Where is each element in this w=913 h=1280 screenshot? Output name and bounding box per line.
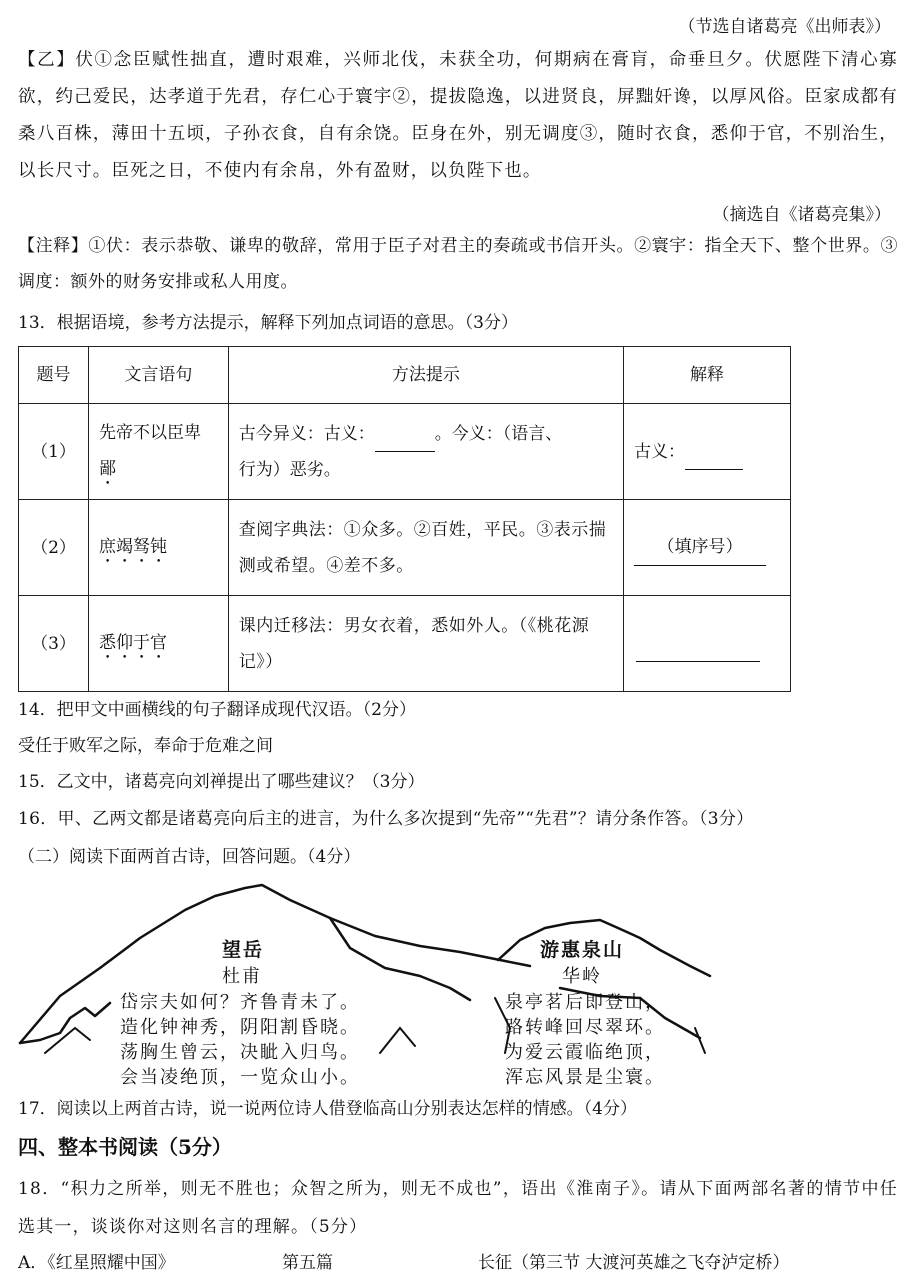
poem-2-line: 泉亭茗后即登山， (505, 992, 665, 1013)
header-hint: 方法提示 (228, 347, 623, 404)
row-sentence (88, 500, 228, 596)
header-answer: 解释 (624, 347, 791, 404)
sentence-text: 悉仰于官 (98, 632, 167, 653)
table-row (19, 404, 791, 500)
row-answer (624, 404, 791, 500)
poem-1-line: 会当凌绝顶，一览众山小。 (120, 1067, 360, 1088)
question-18: 18．“积力之所举，则无不胜也；众智之所为，则无不成也”，语出《淮南子》。请从下面两部名著的情节中任选其一，谈谈你对这则名言的理解。（5分） (18, 1179, 898, 1237)
hint-part: 古今异义：古义： (238, 423, 375, 444)
row-num: （2） (19, 500, 89, 596)
table-header-row (19, 347, 791, 404)
source-citation-2: （摘选自《诸葛亮集》） (712, 205, 891, 225)
row-answer (624, 596, 791, 692)
row-sentence (88, 596, 228, 692)
poem-1-line: 荡胸生曾云，决眦入归鸟。 (120, 1042, 360, 1063)
poem-2-line: 路转峰回尽翠环。 (505, 1017, 665, 1038)
poem-1-title: 望岳 (222, 939, 265, 961)
answer-label: 古义： (634, 441, 685, 462)
sentence-dotted-word: 鄙 (98, 458, 116, 479)
sentence-text: 庶竭驽钝 (98, 536, 167, 557)
question-13: 13．根据语境，参考方法提示，解释下列加点词语的意思。（3分） (18, 313, 518, 333)
question-15: 15．乙文中，诸葛亮向刘禅提出了哪些建议？（3分） (18, 772, 425, 792)
vocab-table (18, 346, 791, 692)
poem-2-line: 浑忘风景是尘寰。 (505, 1067, 665, 1088)
section-2-heading: （二）阅读下面两首古诗，回答问题。（4分） (18, 847, 361, 867)
question-14-sentence: 受任于败军之际，奉命于危难之间 (18, 736, 273, 756)
poem-1-line: 岱宗夫如何？齐鲁青未了。 (120, 992, 360, 1013)
answer-blank[interactable] (685, 447, 743, 470)
row-hint: 查阅字典法：①众多。②百姓，平民。③表示揣测或希望。④差不多。 (228, 500, 623, 596)
row-sentence (88, 404, 228, 500)
poem-2-author: 华岭 (562, 966, 602, 987)
poem-2-title: 游惠泉山 (540, 939, 625, 961)
answer-blank[interactable]: （填序号） (634, 529, 766, 566)
fill-blank[interactable] (375, 429, 435, 452)
row-num: （3） (19, 596, 89, 692)
row-answer (624, 500, 791, 596)
question-17: 17．阅读以上两首古诗，说一说两位诗人借登临高山分别表达怎样的情感。（4分） (18, 1099, 637, 1119)
table-row (19, 500, 791, 596)
poem-1-author: 杜甫 (222, 966, 262, 987)
poem-1-line: 造化钟神秀，阴阳割昏晓。 (120, 1017, 360, 1038)
option-a-chapter: 长征（第三节 大渡河英雄之飞夺泸定桥） (478, 1253, 790, 1273)
section-4-heading: 四、整本书阅读（5分） (18, 1135, 232, 1159)
option-a-title: A．《红星照耀中国》 (18, 1253, 175, 1273)
question-14: 14．把甲文中画横线的句子翻译成现代汉语。（2分） (18, 700, 416, 720)
table-row (19, 596, 791, 692)
row-hint (228, 404, 623, 500)
notes: 【注释】①伏：表示恭敬、谦卑的敬辞，常用于臣子对君主的奏疏或书信开头。②寰宇：指全天下、整个世界。③调度：额外的财务安排或私人用度。 (18, 236, 898, 292)
row-num: （1） (19, 404, 89, 500)
sentence-part: 先帝不以臣卑 (98, 422, 201, 443)
option-a-part: 第五篇 (282, 1253, 333, 1273)
poem-2-line: 为爱云霞临绝顶， (505, 1042, 665, 1063)
header-sentence: 文言语句 (88, 347, 228, 404)
passage-yi: 【乙】伏①念臣赋性拙直，遭时艰难，兴师北伐，未获全功，何期病在膏肓，命垂旦夕。伏愿陛下清心寡欲，约己爱民，达孝道于先君，存仁心于寰宇②，提拔隐逸，以进贤良，屏黜奸谗，以厚风俗。臣家成都有桑八百株，薄田十五顷，子孙衣食，自有余饶。臣身在外，别无调度③，随时衣食，悉仰于官，不别治生，以长尺寸。臣死之日，不使内有余帛，外有盈财，以负陛下也。 (18, 50, 898, 181)
header-num: 题号 (19, 347, 89, 404)
source-citation-1: （节选自诸葛亮《出师表》） (678, 17, 891, 37)
hint-part: 。今义：（语言、 (434, 423, 563, 444)
question-16: 16．甲、乙两文都是诸葛亮向后主的进言，为什么多次提到“先帝”“先君”？请分条作答。（3分） (18, 809, 754, 829)
hint-part: 行为）恶劣。 (238, 459, 341, 480)
row-hint: 课内迁移法：男女衣着，悉如外人。（《桃花源记》） (228, 596, 623, 692)
answer-blank[interactable] (636, 637, 760, 662)
